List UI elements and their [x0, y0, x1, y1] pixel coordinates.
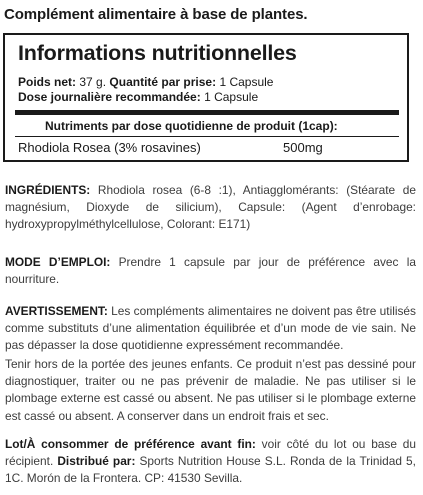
warning-paragraph-2	[5, 356, 416, 425]
distributor-label: Distribué par:	[57, 454, 136, 469]
distributor-text: Sports Nutrition House S.L. Ronda de la Trinidad 5, 1C. Morón de la Frontera. CP: 41530 Sevilla.	[5, 454, 416, 486]
warning-label: AVERTISSEMENT:	[5, 304, 108, 318]
usage-label: MODE D’EMPLOI:	[5, 255, 111, 269]
serving-value: 1 Capsule	[219, 75, 274, 89]
ingredients-text: Rhodiola rosea (6-8 :1), Antiagglomérants: (Stéarate de magnésium, Dioxyde de silicium), Capsule: (Agent d’enrobage: hydroxypropylméthylcellulose, Colorant: E171)	[5, 183, 416, 232]
nutrient-amount: 500mg	[283, 140, 323, 155]
daily-dose-value: 1 Capsule	[204, 90, 259, 104]
warning-text-2: Tenir hors de la portée des jeunes enfants. Ce produit n’est pas dessiné pour diagnostiquer, traiter ou ne pas prévenir de maladie. Ne pas utiliser si le plombage externe est cassé ou absent. Ne pas utiliser si le plombage externe est cassé ou absent. A conserver dans un endroit frais et sec.	[5, 357, 416, 423]
lot-label: Lot/À consommer de préférence avant fin:	[5, 437, 256, 451]
serving-info-line	[18, 75, 273, 89]
nutrient-name: Rhodiola Rosea (3% rosavines)	[18, 140, 201, 155]
label-title: Complément alimentaire à base de plantes.	[4, 6, 308, 23]
footer-paragraph	[5, 436, 416, 488]
nutrition-facts-box	[3, 33, 409, 162]
net-weight-label: Poids net:	[18, 75, 77, 89]
warning-text-1: Les compléments alimentaires ne doivent pas être utilisés comme substituts d’une alimentation équilibrée et d’un mode de vie sain. Ne pas dépasser la dose quotidienne expressément recommandée.	[5, 304, 416, 353]
daily-dose-line	[18, 90, 258, 104]
daily-dose-label: Dose journalière recommandée:	[18, 90, 201, 104]
nutrients-column-header: Nutriments par dose quotidienne de produit (1cap):	[45, 119, 338, 133]
thin-divider	[15, 136, 399, 137]
serving-label: Quantité par prise:	[109, 75, 217, 89]
ingredients-paragraph	[5, 182, 416, 234]
ingredients-label: INGRÉDIENTS:	[5, 183, 91, 197]
usage-text: Prendre 1 capsule par jour de préférence avec la nourriture.	[5, 255, 416, 287]
usage-paragraph	[5, 254, 416, 288]
nutrition-heading: Informations nutritionnelles	[18, 41, 297, 65]
lot-text: voir côté du lot ou base du récipient.	[5, 437, 416, 469]
thick-divider	[15, 110, 399, 115]
net-weight-value: 37 g.	[79, 75, 107, 89]
warning-paragraph	[5, 303, 416, 355]
